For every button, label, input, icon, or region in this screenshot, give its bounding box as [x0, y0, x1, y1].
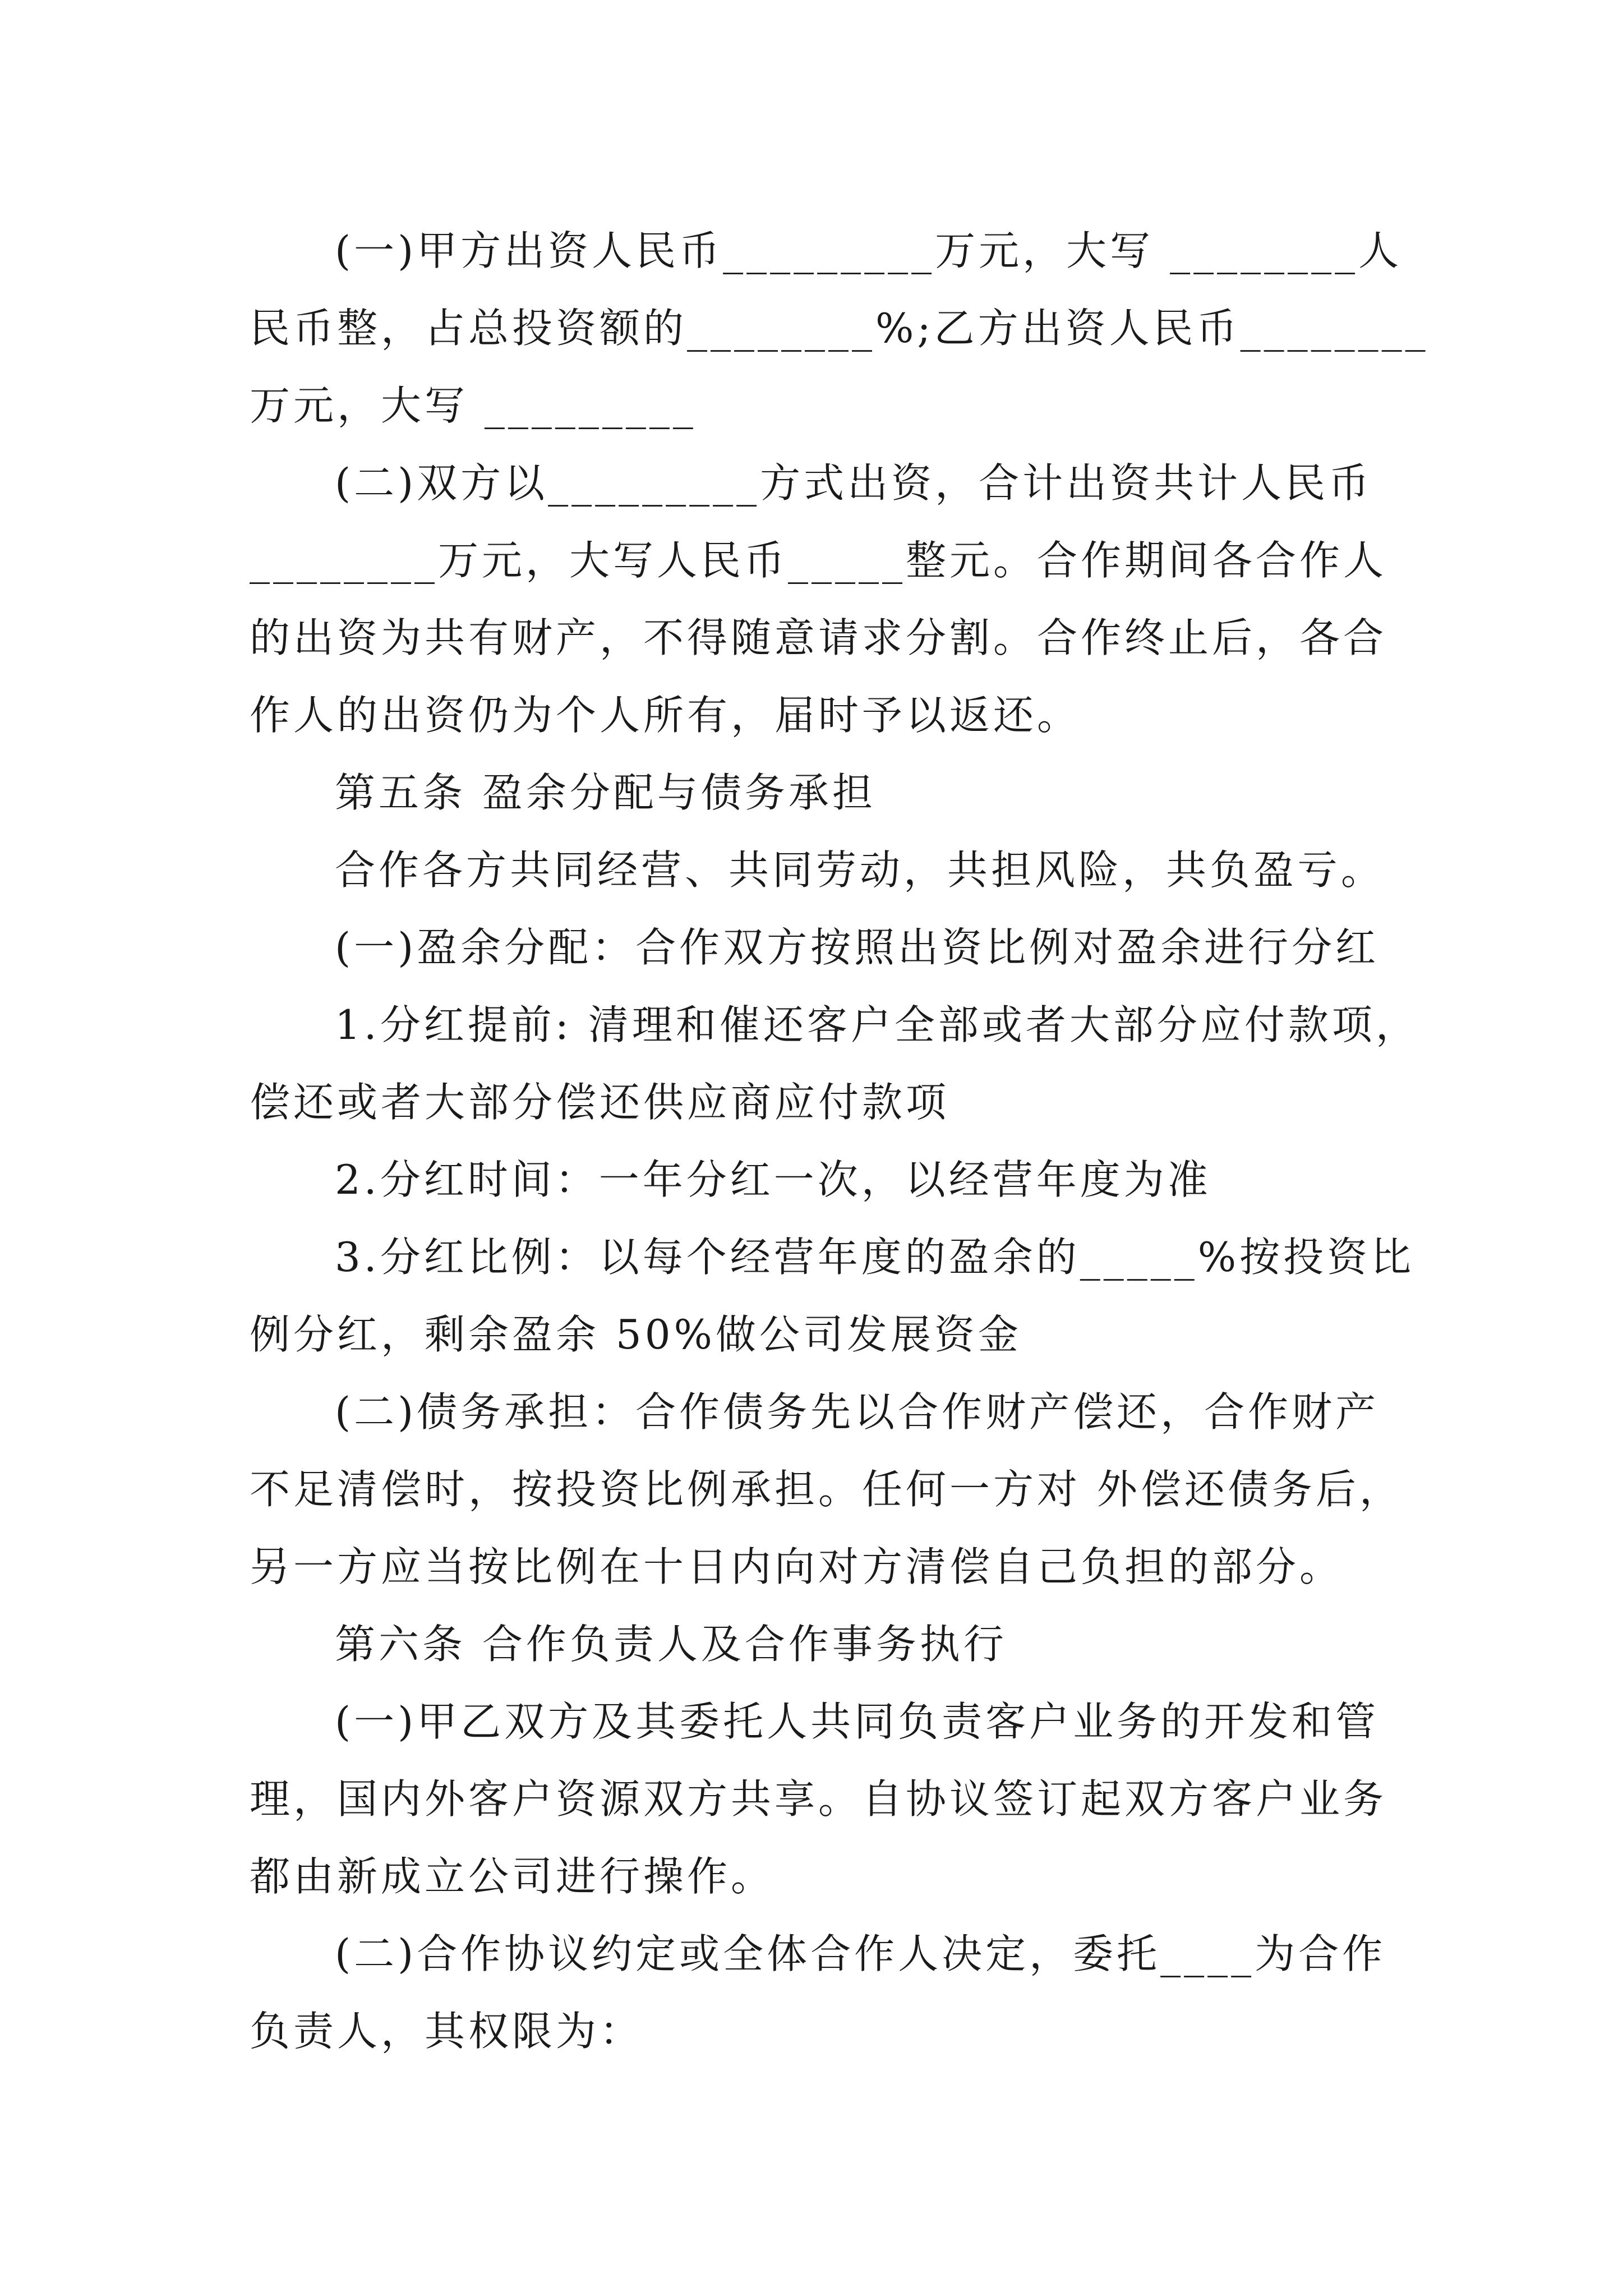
text-line: 2.分红时间：一年分红一次，以经营年度为准	[335, 1156, 1211, 1203]
text-line: (一)甲乙双方及其委托人共同负责客户业务的开发和管	[335, 1698, 1380, 1745]
document-page	[250, 212, 1429, 2070]
text-line: (二)债务承担：合作债务先以合作财产偿还，合作财产	[335, 1388, 1380, 1435]
text-line: 万元，大写 _________	[250, 382, 697, 429]
text-line: (二)合作协议约定或全体合作人决定，委托____为合作	[335, 1930, 1386, 1977]
text-line: (二)双方以_________方式出资，合计出资共计人民币	[335, 459, 1373, 507]
text-line: 3.分红比例：以每个经营年度的盈余的_____%按投资比	[335, 1234, 1415, 1281]
text-line: 负责人，其权限为：	[250, 2008, 644, 2055]
text-line: 合作各方共同经营、共同劳动，共担风险，共负盈亏。	[335, 846, 1385, 894]
text-line: (一)甲方出资人民币_________万元，大写 ________人	[335, 227, 1403, 274]
text-line: (一)盈余分配：合作双方按照出资比例对盈余进行分红	[335, 924, 1380, 971]
text-line: 理，国内外客户资源双方共享。自协议签订起双方客户业务	[250, 1775, 1387, 1823]
text-line: 作人的出资仍为个人所有，届时予以返还。	[250, 692, 1081, 739]
text-line: 例分红，剩余盈余 50%做公司发展资金	[250, 1311, 1022, 1358]
section-heading: 第六条 合作负责人及合作事务执行	[335, 1621, 1007, 1668]
text-line: 偿还或者大部分偿还供应商应付款项	[250, 1079, 950, 1126]
text-line: 1.分红提前: 清理和催还客户全部或者大部分应付款项，	[335, 1001, 1419, 1048]
text-line: 的出资为共有财产，不得随意请求分割。合作终止后，各合	[250, 614, 1387, 661]
text-line: ________万元，大写人民币_____整元。合作期间各合作人	[250, 537, 1387, 584]
section-heading: 第五条 盈余分配与债务承担	[335, 769, 876, 816]
text-line: 另一方应当按比例在十日内向对方清偿自己负担的部分。	[250, 1543, 1344, 1590]
text-line: 民币整，占总投资额的________%;乙方出资人民币________	[250, 305, 1429, 352]
text-line: 不足清偿时，按投资比例承担。任何一方对 外偿还债务后，	[250, 1466, 1403, 1513]
text-line: 都由新成立公司进行操作。	[250, 1853, 775, 1900]
